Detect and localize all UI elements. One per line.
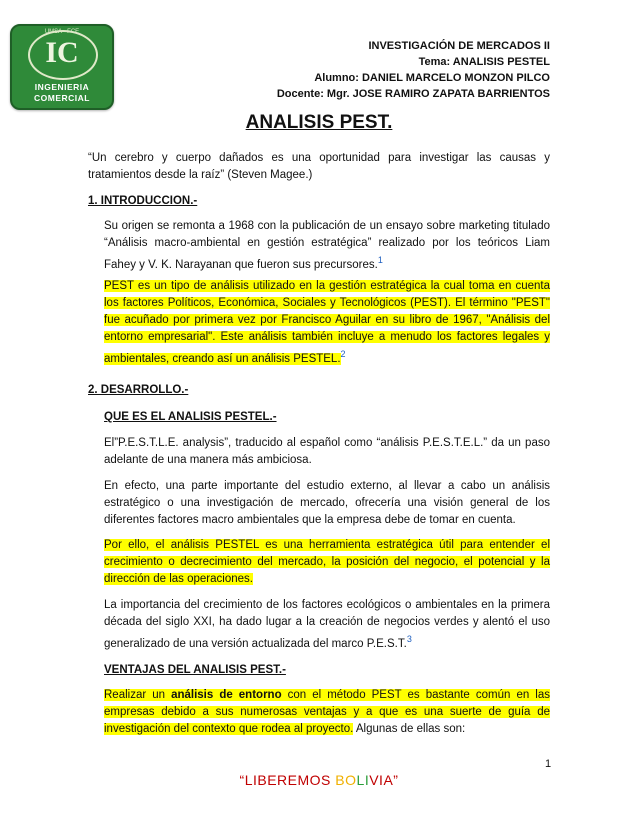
footer-part4: VIA” [369, 772, 399, 788]
section2-paragraph3-text: Por ello, el análisis PESTEL es una herramienta estratégica útil para entender el crecimiento o decrecimiento del mercado, la posición del negocio, el potencial y la dirección de las operaciones. [104, 539, 550, 585]
section1-paragraph1 [104, 218, 550, 274]
footnote-ref-2[interactable]: 2 [340, 349, 346, 359]
section2-paragraph4-text: La importancia del crecimiento de los factores ecológicos o ambientales en la primera década del siglo XXI, ha dado lugar a la creación de negocios verdes y alentó el uso generalizado de una versión actualizada del marco P.E.S.T. [104, 599, 550, 650]
p5-bold: análisis de entorno [171, 689, 282, 701]
page-title: ANALISIS PEST. [245, 112, 393, 133]
epigraph-quote: “Un cerebro y cuerpo dañados es una oportunidad para investigar las causas y tratamientos desde la raíz” (Steven Magee.) [88, 152, 550, 181]
section2-paragraph3 [104, 537, 550, 588]
header-teacher: Docente: Mgr. JOSE RAMIRO ZAPATA BARRIENTOS [276, 88, 550, 100]
p5-post: Algunas de ellas son: [353, 723, 466, 735]
page-number: 1 [545, 758, 552, 770]
logo-monogram: IC [45, 36, 79, 69]
section1-paragraph2-text: PEST es un tipo de análisis utilizado en la gestión estratégica la cual toma en cuenta los factores Políticos, Económica, Sociales y Tecnológicos (PEST). El término "PEST" fue acuñado por primera vez por Francisco Aguilar en su libro de 1967, "Análisis del entorno empresarial". Este análisis también incluye a menudo los factores legales y ambientales, creando así un análisis PESTEL. [104, 280, 550, 365]
header-student: Alumno: DANIEL MARCELO MONZON PILCO [314, 72, 550, 84]
subheading-que-es-pestel: QUE ES EL ANALISIS PESTEL.- [104, 411, 277, 423]
section2-paragraph4 [104, 597, 550, 653]
section2-heading: 2. DESARROLLO.- [88, 384, 189, 396]
logo-top-text: UMSA · FCE [44, 29, 80, 35]
header-course: INVESTIGACIÓN DE MERCADOS II [368, 40, 550, 52]
footer-part1: “LIBEREMOS [239, 772, 336, 788]
logo-line1: INGENIERIA [34, 82, 90, 92]
p5-pre: Realizar un [104, 689, 172, 701]
logo-line2: COMERCIAL [34, 93, 90, 103]
section2-paragraph1: El”P.E.S.T.L.E. analysis”, traducido al español como “análisis P.E.S.T.E.L.” da un paso adelante de una manera más ambiciosa. [104, 437, 550, 466]
footnote-ref-1[interactable]: 1 [377, 255, 383, 265]
section1-heading: 1. INTRODUCCION.- [88, 195, 198, 207]
section1-paragraph2 [104, 278, 550, 368]
logo-ingenieria-comercial [10, 24, 114, 110]
footnote-ref-3[interactable]: 3 [406, 634, 412, 644]
subheading-ventajas-pest: VENTAJAS DEL ANALISIS PEST.- [104, 664, 286, 676]
footer-part2: BO [335, 772, 357, 788]
section2-paragraph2: En efecto, una parte importante del estudio externo, al llevar a cabo un análisis estratégico o una investigación de mercado, ofrecería una visión general de los diferentes factores macro ambientales que la empresa debe de tomar en cuenta. [104, 480, 550, 526]
section2-paragraph5 [104, 687, 550, 738]
footer-slogan [0, 772, 638, 788]
footer-part3: LI [356, 772, 370, 788]
header-topic: Tema: ANALISIS PESTEL [418, 56, 550, 68]
section1-paragraph1-text: Su origen se remonta a 1968 con la publicación de un ensayo sobre marketing titulado “Análisis macro-ambiental en gestión estratégica” realizado por los teóricos Liam Fahey y V. K. Narayanan que fueron sus precursores. [104, 220, 550, 271]
p5-highlight: con el método PEST es bastante común en las empresas debido a sus numerosas ventajas y a que es una suerte de guía de investigación del contexto que rodea al proyecto. [104, 689, 550, 735]
